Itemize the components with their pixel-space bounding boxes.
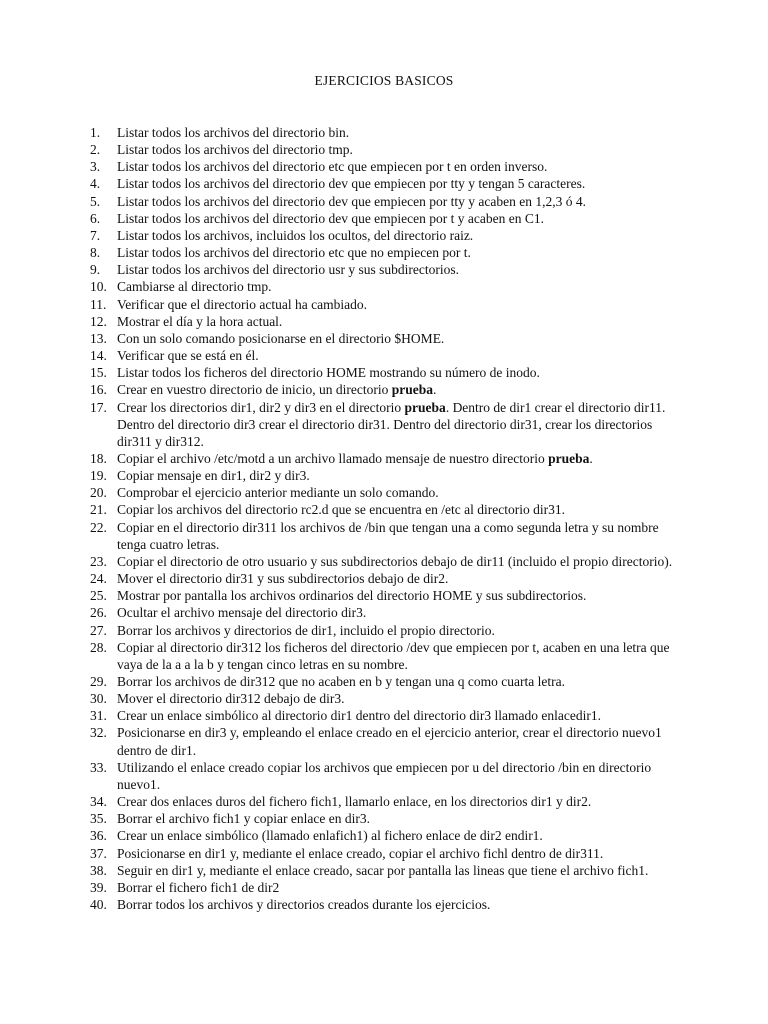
exercise-item bbox=[90, 484, 690, 501]
exercise-text-segment: Utilizando el enlace creado copiar los archivos que empiecen por u del directorio /bin en directorio nuevo1. bbox=[117, 759, 652, 792]
exercise-text bbox=[117, 193, 690, 210]
exercise-text-segment: Crear un enlace simbólico al directorio dir1 dentro del directorio dir3 llamado enlacedir1. bbox=[117, 708, 601, 724]
exercise-text bbox=[117, 707, 690, 724]
exercise-text bbox=[117, 141, 690, 158]
exercise-text bbox=[117, 484, 690, 501]
exercise-text bbox=[117, 604, 690, 621]
exercise-number: 4. bbox=[90, 176, 101, 192]
exercise-number: 28. bbox=[90, 639, 107, 655]
exercise-list bbox=[90, 124, 690, 913]
exercise-text-segment: Verificar que el directorio actual ha cambiado. bbox=[117, 296, 368, 312]
exercise-item bbox=[90, 124, 690, 141]
exercise-text bbox=[117, 278, 690, 295]
exercise-text-segment: Borrar el fichero fich1 de dir2 bbox=[117, 879, 280, 895]
exercise-text bbox=[117, 896, 690, 913]
exercise-item bbox=[90, 707, 690, 724]
exercise-number: 12. bbox=[90, 313, 107, 329]
exercise-text bbox=[117, 261, 690, 278]
exercise-text bbox=[117, 587, 690, 604]
exercise-number: 31. bbox=[90, 708, 107, 724]
exercise-number: 2. bbox=[90, 142, 101, 158]
exercise-item bbox=[90, 553, 690, 570]
exercise-text-segment: Posicionarse en dir1 y, mediante el enlace creado, copiar el archivo fichl dentro de dir311. bbox=[117, 845, 604, 861]
exercise-text-segment: Copiar al directorio dir312 los ficheros del directorio /dev que empiecen por t, acaben en una letra que vaya de la a a la b y tengan cinco letras en su nombre. bbox=[117, 639, 670, 672]
exercise-text bbox=[117, 501, 690, 518]
exercise-text-segment: Borrar los archivos de dir312 que no acaben en b y tengan una q como cuarta letra. bbox=[117, 674, 565, 689]
exercise-text-segment: Posicionarse en dir3 y, empleando el enlace creado en el ejercicio anterior, crear el directorio nuevo1 dentro de dir1. bbox=[117, 725, 662, 758]
exercise-text bbox=[117, 673, 690, 690]
exercise-number: 10. bbox=[90, 279, 107, 295]
exercise-text-segment: Mostrar el día y la hora actual. bbox=[117, 313, 283, 329]
exercise-item bbox=[90, 810, 690, 827]
exercise-text-segment: Verificar que se está en él. bbox=[117, 348, 259, 364]
exercise-number: 27. bbox=[90, 622, 107, 638]
exercise-text-segment: . Dentro de dir1 crear el directorio dir11. Dentro del directorio dir3 crear el directorio dir31. Dentro del directorio dir31, crear los directorios dir311 y dir312. bbox=[117, 399, 666, 449]
exercise-text bbox=[117, 313, 690, 330]
exercise-text-segment: Cambiarse al directorio tmp. bbox=[117, 279, 272, 295]
exercise-item bbox=[90, 399, 690, 450]
exercise-text-segment: Listar todos los archivos del directorio usr y sus subdirectorios. bbox=[117, 262, 459, 278]
exercise-item bbox=[90, 690, 690, 707]
exercise-number: 23. bbox=[90, 553, 107, 569]
exercise-text bbox=[117, 810, 690, 827]
exercise-item bbox=[90, 604, 690, 621]
exercise-item bbox=[90, 862, 690, 879]
exercise-item bbox=[90, 673, 690, 690]
exercise-text-segment: Crear dos enlaces duros del fichero fich1, llamarlo enlace, en los directorios dir1 y dir2. bbox=[117, 794, 592, 810]
exercise-text-segment: Copiar el archivo /etc/motd a un archivo llamado mensaje de nuestro directorio bbox=[117, 450, 549, 466]
exercise-text bbox=[117, 862, 690, 879]
exercise-text-segment: Mover el directorio dir31 y sus subdirectorios debajo de dir2. bbox=[117, 571, 449, 587]
exercise-number: 5. bbox=[90, 193, 101, 209]
exercise-text-segment: Listar todos los archivos del directorio etc que empiecen por t en orden inverso. bbox=[117, 159, 548, 175]
page-title: EJERCICIOS BASICOS bbox=[314, 73, 454, 88]
exercise-text bbox=[117, 690, 690, 707]
exercise-text-segment: Listar todos los archivos, incluidos los ocultos, del directorio raiz. bbox=[117, 227, 474, 243]
exercise-text bbox=[117, 364, 690, 381]
exercise-item bbox=[90, 193, 690, 210]
exercise-text bbox=[117, 622, 690, 639]
exercise-item bbox=[90, 467, 690, 484]
exercise-text-bold: prueba bbox=[548, 450, 590, 466]
exercise-number: 1. bbox=[90, 125, 101, 140]
exercise-text-segment: Listar todos los archivos del directorio etc que no empiecen por t. bbox=[117, 245, 471, 261]
exercise-text-segment: . bbox=[589, 450, 593, 466]
exercise-number: 34. bbox=[90, 794, 107, 810]
exercise-text-bold: prueba bbox=[391, 382, 434, 398]
exercise-number: 15. bbox=[90, 365, 107, 381]
exercise-text bbox=[117, 519, 690, 553]
exercise-number: 36. bbox=[90, 828, 107, 844]
exercise-number: 26. bbox=[90, 605, 107, 621]
exercise-number: 9. bbox=[90, 262, 101, 278]
exercise-item bbox=[90, 261, 690, 278]
exercise-number: 11. bbox=[90, 296, 107, 312]
exercise-number: 14. bbox=[90, 348, 107, 364]
exercise-item bbox=[90, 879, 690, 896]
exercise-text bbox=[117, 210, 690, 227]
exercise-number: 29. bbox=[90, 674, 107, 689]
exercise-text bbox=[117, 450, 690, 467]
exercise-text-segment: Copiar el directorio de otro usuario y sus subdirectorios debajo de dir11 (incluido el propio directorio). bbox=[117, 553, 673, 569]
exercise-text bbox=[117, 330, 690, 347]
exercise-text-segment: Mostrar por pantalla los archivos ordinarios del directorio HOME y sus subdirectorios. bbox=[117, 588, 587, 604]
exercise-text-segment: Crear en vuestro directorio de inicio, un directorio bbox=[117, 382, 392, 398]
exercise-text-segment: Listar todos los archivos del directorio tmp. bbox=[117, 142, 353, 158]
exercise-text-segment: Borrar todos los archivos y directorios creados durante los ejercicios. bbox=[117, 897, 491, 913]
exercise-text-segment: Borrar los archivos y directorios de dir1, incluido el propio directorio. bbox=[117, 622, 495, 638]
exercise-number: 16. bbox=[90, 382, 107, 398]
exercise-text-segment: Comprobar el ejercicio anterior mediante un solo comando. bbox=[117, 485, 439, 501]
exercise-text-segment: Borrar el archivo fich1 y copiar enlace en dir3. bbox=[117, 811, 371, 827]
exercise-text bbox=[117, 227, 690, 244]
exercise-number: 18. bbox=[90, 450, 107, 466]
exercise-text bbox=[117, 158, 690, 175]
exercise-text-segment: Ocultar el archivo mensaje del directorio dir3. bbox=[117, 605, 367, 621]
exercise-number: 3. bbox=[90, 159, 101, 175]
exercise-number: 19. bbox=[90, 468, 107, 484]
exercise-item bbox=[90, 845, 690, 862]
exercise-item bbox=[90, 759, 690, 793]
exercise-text-segment: Listar todos los archivos del directorio dev que empiecen por tty y acaben en 1,2,3 ó 4. bbox=[117, 193, 586, 209]
exercise-item bbox=[90, 450, 690, 467]
exercise-text bbox=[117, 347, 690, 364]
exercise-text-bold: prueba bbox=[404, 399, 446, 415]
exercise-text bbox=[117, 639, 690, 673]
exercise-text-segment: Crear los directorios dir1, dir2 y dir3 en el directorio bbox=[117, 399, 405, 415]
exercise-item bbox=[90, 639, 690, 673]
exercise-item bbox=[90, 622, 690, 639]
exercise-number: 13. bbox=[90, 330, 107, 346]
exercise-text-segment: Seguir en dir1 y, mediante el enlace creado, sacar por pantalla las lineas que tiene el archivo fich1. bbox=[117, 862, 649, 878]
exercise-number: 24. bbox=[90, 571, 107, 587]
exercise-text bbox=[117, 296, 690, 313]
exercise-number: 38. bbox=[90, 862, 107, 878]
exercise-item bbox=[90, 141, 690, 158]
exercise-item bbox=[90, 296, 690, 313]
exercise-number: 39. bbox=[90, 879, 107, 895]
exercise-item bbox=[90, 210, 690, 227]
exercise-item bbox=[90, 158, 690, 175]
exercise-item bbox=[90, 501, 690, 518]
exercise-number: 8. bbox=[90, 245, 101, 261]
exercise-text bbox=[117, 724, 690, 758]
exercise-text-segment: Copiar los archivos del directorio rc2.d que se encuentra en /etc al directorio dir31. bbox=[117, 502, 565, 518]
exercise-text bbox=[117, 175, 690, 192]
exercise-item bbox=[90, 364, 690, 381]
exercise-text-segment: Listar todos los archivos del directorio bin. bbox=[117, 125, 350, 140]
exercise-text bbox=[117, 467, 690, 484]
exercise-item bbox=[90, 227, 690, 244]
exercise-item bbox=[90, 793, 690, 810]
exercise-text-segment: Listar todos los ficheros del directorio HOME mostrando su número de inodo. bbox=[117, 365, 540, 381]
exercise-item bbox=[90, 724, 690, 758]
exercise-number: 40. bbox=[90, 897, 107, 913]
exercise-item bbox=[90, 827, 690, 844]
exercise-text-segment: Con un solo comando posicionarse en el directorio $HOME. bbox=[117, 330, 445, 346]
exercise-item bbox=[90, 570, 690, 587]
exercise-number: 33. bbox=[90, 759, 107, 775]
exercise-number: 35. bbox=[90, 811, 107, 827]
exercise-number: 6. bbox=[90, 210, 101, 226]
exercise-item bbox=[90, 587, 690, 604]
exercise-text bbox=[117, 399, 690, 450]
exercise-number: 37. bbox=[90, 845, 107, 861]
exercise-number: 21. bbox=[90, 502, 107, 518]
exercise-item bbox=[90, 381, 690, 398]
exercise-item bbox=[90, 313, 690, 330]
exercise-number: 32. bbox=[90, 725, 107, 741]
exercise-item bbox=[90, 896, 690, 913]
exercise-item bbox=[90, 330, 690, 347]
exercise-item bbox=[90, 519, 690, 553]
exercise-item bbox=[90, 347, 690, 364]
exercise-text-segment: . bbox=[433, 382, 437, 398]
exercise-text-segment: Copiar mensaje en dir1, dir2 y dir3. bbox=[117, 468, 310, 484]
exercise-number: 17. bbox=[90, 399, 107, 415]
exercise-item bbox=[90, 175, 690, 192]
exercise-text-segment: Mover el directorio dir312 debajo de dir3. bbox=[117, 691, 345, 707]
exercise-number: 22. bbox=[90, 519, 107, 535]
exercise-text bbox=[117, 879, 690, 896]
exercise-text bbox=[117, 827, 690, 844]
exercise-text bbox=[117, 759, 690, 793]
exercise-text-segment: Listar todos los archivos del directorio dev que empiecen por t y acaben en C1. bbox=[117, 210, 544, 226]
exercise-number: 7. bbox=[90, 227, 101, 243]
exercise-text bbox=[117, 793, 690, 810]
exercise-number: 20. bbox=[90, 485, 107, 501]
exercise-text-segment: Crear un enlace simbólico (llamado enlafich1) al fichero enlace de dir2 endir1. bbox=[117, 828, 543, 844]
exercise-text-segment: Copiar en el directorio dir311 los archivos de /bin que tengan una a como segunda letra y su nombre tenga cuatro letras. bbox=[117, 519, 659, 552]
exercise-text bbox=[117, 553, 690, 570]
exercise-text bbox=[117, 244, 690, 261]
exercise-text-segment: Listar todos los archivos del directorio dev que empiecen por tty y tengan 5 caracteres. bbox=[117, 176, 586, 192]
exercise-number: 30. bbox=[90, 691, 107, 707]
exercise-text bbox=[117, 381, 690, 398]
exercise-item bbox=[90, 244, 690, 261]
exercise-text bbox=[117, 570, 690, 587]
exercise-item bbox=[90, 278, 690, 295]
exercise-text bbox=[117, 845, 690, 862]
exercise-text bbox=[117, 124, 690, 141]
exercise-number: 25. bbox=[90, 588, 107, 604]
